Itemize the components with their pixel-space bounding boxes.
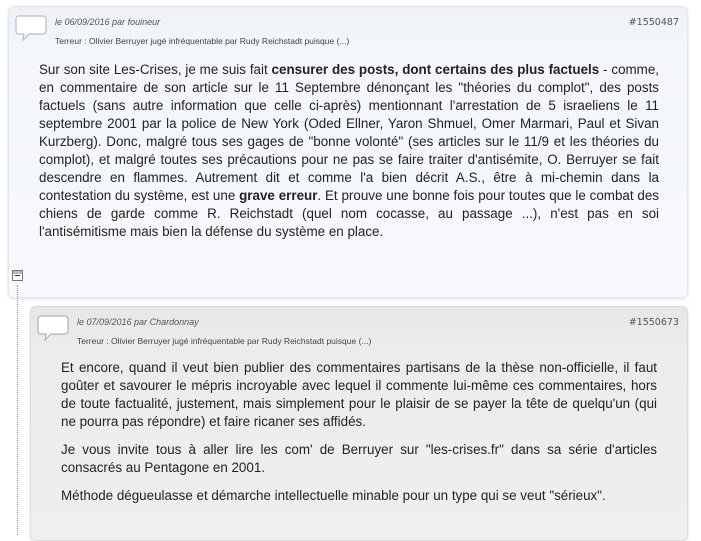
speech-bubble-icon (37, 313, 71, 343)
comment-ref[interactable]: #1550673 (628, 317, 679, 328)
comment-ref[interactable]: #1550487 (628, 17, 679, 28)
comment-paragraph: Je vous invite tous à aller lire les com' de Berruyer sur "les-crises.fr" dans sa série d'articles consacrés au Pentagone en 2001. (61, 442, 657, 475)
comment-card (8, 6, 688, 298)
comment-paragraph: Et encore, quand il veut bien publier des commentaires partisans de la thèse non-officielle, il faut goûter et savourer le mépris incroyable avec lequel il commente lui-même ces commentaires, hors de toute factualité, justement, mais simplement pour le plaisir de se payer la tête de quelqu'un (qui ne pourra pas répondre) et faire ricaner ses affidés. (61, 360, 657, 429)
comment-paragraph: Méthode dégueulasse et démarche intellectuelle minable pour un type qui se veut "sérieux". (61, 488, 606, 503)
comment-body (39, 61, 659, 251)
comment-author[interactable]: fouineur (127, 17, 161, 27)
text-run: - comme, en commentaire de son article sur le 11 Septembre dénonçant les "théories du complot", des posts factuels (sans autre information que celle ci-après) mentionnant l'arrestation de 5 israeliens le 11 septembre 2001 par la police de New York (Oded Ellner, Yaron Shmuel, Omer Marmari, Paul et Sivan Kurzberg). Donc, malgré tous ses gages de "bonne volonté" (ses articles sur le 11/9 et les théories du complot), et malgré toutes ses précautions pour ne pas se faire traiter d'antisémite, O. Berruyer se fait descendre en flammes. Autrement dit et comme l'a bien décrit A.S., être à mi-chemin dans la contestation du système, est une (39, 62, 659, 203)
text-run: Sur son site Les-Crises, je me suis fait (39, 62, 272, 77)
thread-title-link[interactable]: Terreur : Olivier Berruyer jugé infréquentable par Rudy Reichstadt puisque (...) (77, 336, 372, 346)
comment-date: le 06/09/2016 par (55, 17, 126, 27)
speech-bubble-icon (15, 13, 49, 43)
comment-meta (55, 17, 160, 27)
comment-paragraph (39, 61, 659, 241)
comment-meta (77, 317, 199, 327)
thread-title-link[interactable]: Terreur : Olivier Berruyer jugé infréquentable par Rudy Reichstadt puisque (...) (55, 36, 350, 46)
comment-date: le 07/09/2016 par (77, 317, 148, 327)
comment-body (61, 359, 657, 515)
bold-text: grave erreur (239, 188, 318, 203)
bold-text: censurer des posts, dont certains des plus factuels (271, 62, 600, 77)
thread-connector-line (17, 285, 18, 535)
reply-comment-card (30, 306, 688, 541)
comment-author[interactable]: Chardonnay (149, 317, 199, 327)
text-run: . Et prouve une bonne fois pour toutes que le combat des chiens de garde comme R. Reichstadt (quel nom cocasse, au passage ...), n'est pas en soi l'antisémitisme mais bien la défense du système en place. (39, 188, 659, 239)
collapse-minus-icon[interactable] (12, 270, 23, 281)
